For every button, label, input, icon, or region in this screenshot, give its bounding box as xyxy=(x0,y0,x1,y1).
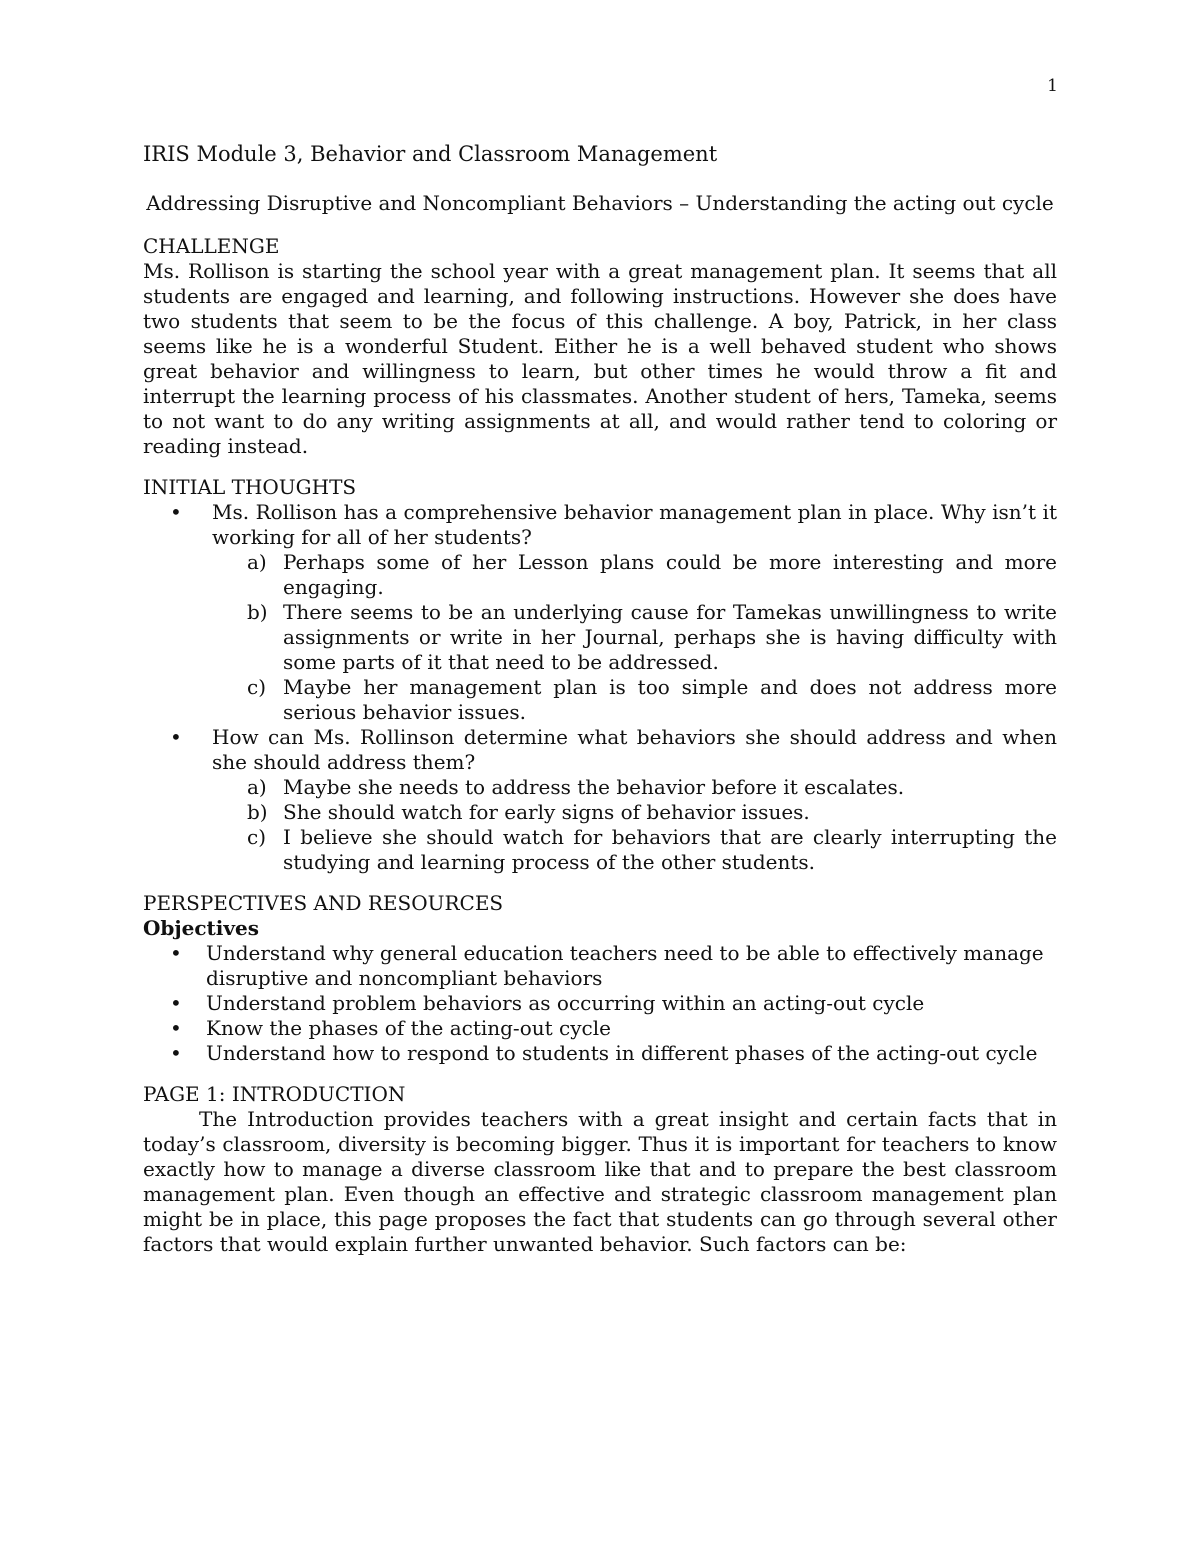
bullet-icon: • xyxy=(170,991,182,1015)
question-text: Ms. Rollison has a comprehensive behavior management plan in place. Why isn’t it working for all of her students? xyxy=(212,500,1057,549)
page1-section xyxy=(143,1082,1057,1257)
answer-letter: c) xyxy=(247,825,267,849)
answer-letter: a) xyxy=(247,550,267,574)
bullet-icon: • xyxy=(170,725,182,749)
answer-item xyxy=(212,825,1057,875)
challenge-heading: CHALLENGE xyxy=(143,234,280,258)
answer-item xyxy=(212,800,1057,825)
answer-item xyxy=(212,775,1057,800)
question-item xyxy=(143,725,1057,875)
objective-text: Understand problem behaviors as occurring within an acting-out cycle xyxy=(206,991,925,1015)
document-title: IRIS Module 3, Behavior and Classroom Management xyxy=(143,142,718,166)
objective-text: Understand why general education teachers need to be able to effectively manage disruptive and noncompliant behaviors xyxy=(206,941,1044,990)
answer-text: Maybe her management plan is too simple and does not address more serious behavior issues. xyxy=(283,675,1057,724)
answer-list xyxy=(212,550,1057,725)
objective-item xyxy=(143,991,1057,1016)
objectives-list xyxy=(143,941,1057,1066)
objective-item xyxy=(143,1016,1057,1041)
answer-text: I believe she should watch for behaviors that are clearly interrupting the studying and learning process of the other students. xyxy=(283,825,1057,874)
initial-thoughts-heading: INITIAL THOUGHTS xyxy=(143,475,357,499)
answer-list xyxy=(212,775,1057,875)
challenge-text: Ms. Rollison is starting the school year with a great management plan. It seems that all students are engaged and learning, and following instructions. However she does have two students that seem to be the focus of this challenge. A boy, Patrick, in her class seems like he is a wonderful Student. Either he is a well behaved student who shows great behavior and willingness to learn, but other times he would throw a fit and interrupt the learning process of his classmates. Another student of hers, Tameka, seems to not want to do any writing assignments at all, and would rather tend to coloring or reading instead. xyxy=(143,259,1057,458)
answer-letter: a) xyxy=(247,775,267,799)
objectives-heading: Objectives xyxy=(143,916,259,940)
answer-letter: c) xyxy=(247,675,267,699)
bullet-icon: • xyxy=(170,941,182,965)
objective-text: Understand how to respond to students in different phases of the acting-out cycle xyxy=(206,1041,1038,1065)
page-number: 1 xyxy=(1047,76,1058,96)
page1-heading: PAGE 1: INTRODUCTION xyxy=(143,1082,406,1106)
question-text: How can Ms. Rollinson determine what behaviors she should address and when she should address them? xyxy=(212,725,1057,774)
answer-text: There seems to be an underlying cause for Tamekas unwillingness to write assignments or write in her Journal, perhaps she is having difficulty with some parts of it that need to be addressed. xyxy=(283,600,1057,674)
answer-item xyxy=(212,675,1057,725)
answer-text: Maybe she needs to address the behavior before it escalates. xyxy=(283,775,905,799)
perspectives-heading: PERSPECTIVES AND RESOURCES xyxy=(143,891,504,915)
initial-thoughts-section xyxy=(143,475,1057,875)
answer-item xyxy=(212,600,1057,675)
answer-letter: b) xyxy=(247,600,268,624)
perspectives-section xyxy=(143,891,1057,1066)
objective-item xyxy=(143,1041,1057,1066)
objective-item xyxy=(143,941,1057,991)
answer-text: She should watch for early signs of behavior issues. xyxy=(283,800,810,824)
answer-text: Perhaps some of her Lesson plans could be more interesting and more engaging. xyxy=(283,550,1057,599)
challenge-section xyxy=(143,234,1057,459)
answer-letter: b) xyxy=(247,800,268,824)
bullet-icon: • xyxy=(170,500,182,524)
question-item xyxy=(143,500,1057,725)
initial-thoughts-list xyxy=(143,500,1057,875)
document-subtitle: Addressing Disruptive and Noncompliant Behaviors – Understanding the acting out cycle xyxy=(146,191,1054,215)
page1-text: The Introduction provides teachers with a great insight and certain facts that in today’s classroom, diversity is becoming bigger. Thus it is important for teachers to know exactly how to manage a diverse classroom like that and to prepare the best classroom management plan. Even though an effective and strategic classroom management plan might be in place, this page proposes the fact that students can go through several other factors that would explain further unwanted behavior. Such factors can be: xyxy=(143,1107,1057,1256)
objective-text: Know the phases of the acting-out cycle xyxy=(206,1016,611,1040)
document-body xyxy=(143,139,1057,1257)
answer-item xyxy=(212,550,1057,600)
bullet-icon: • xyxy=(170,1016,182,1040)
bullet-icon: • xyxy=(170,1041,182,1065)
